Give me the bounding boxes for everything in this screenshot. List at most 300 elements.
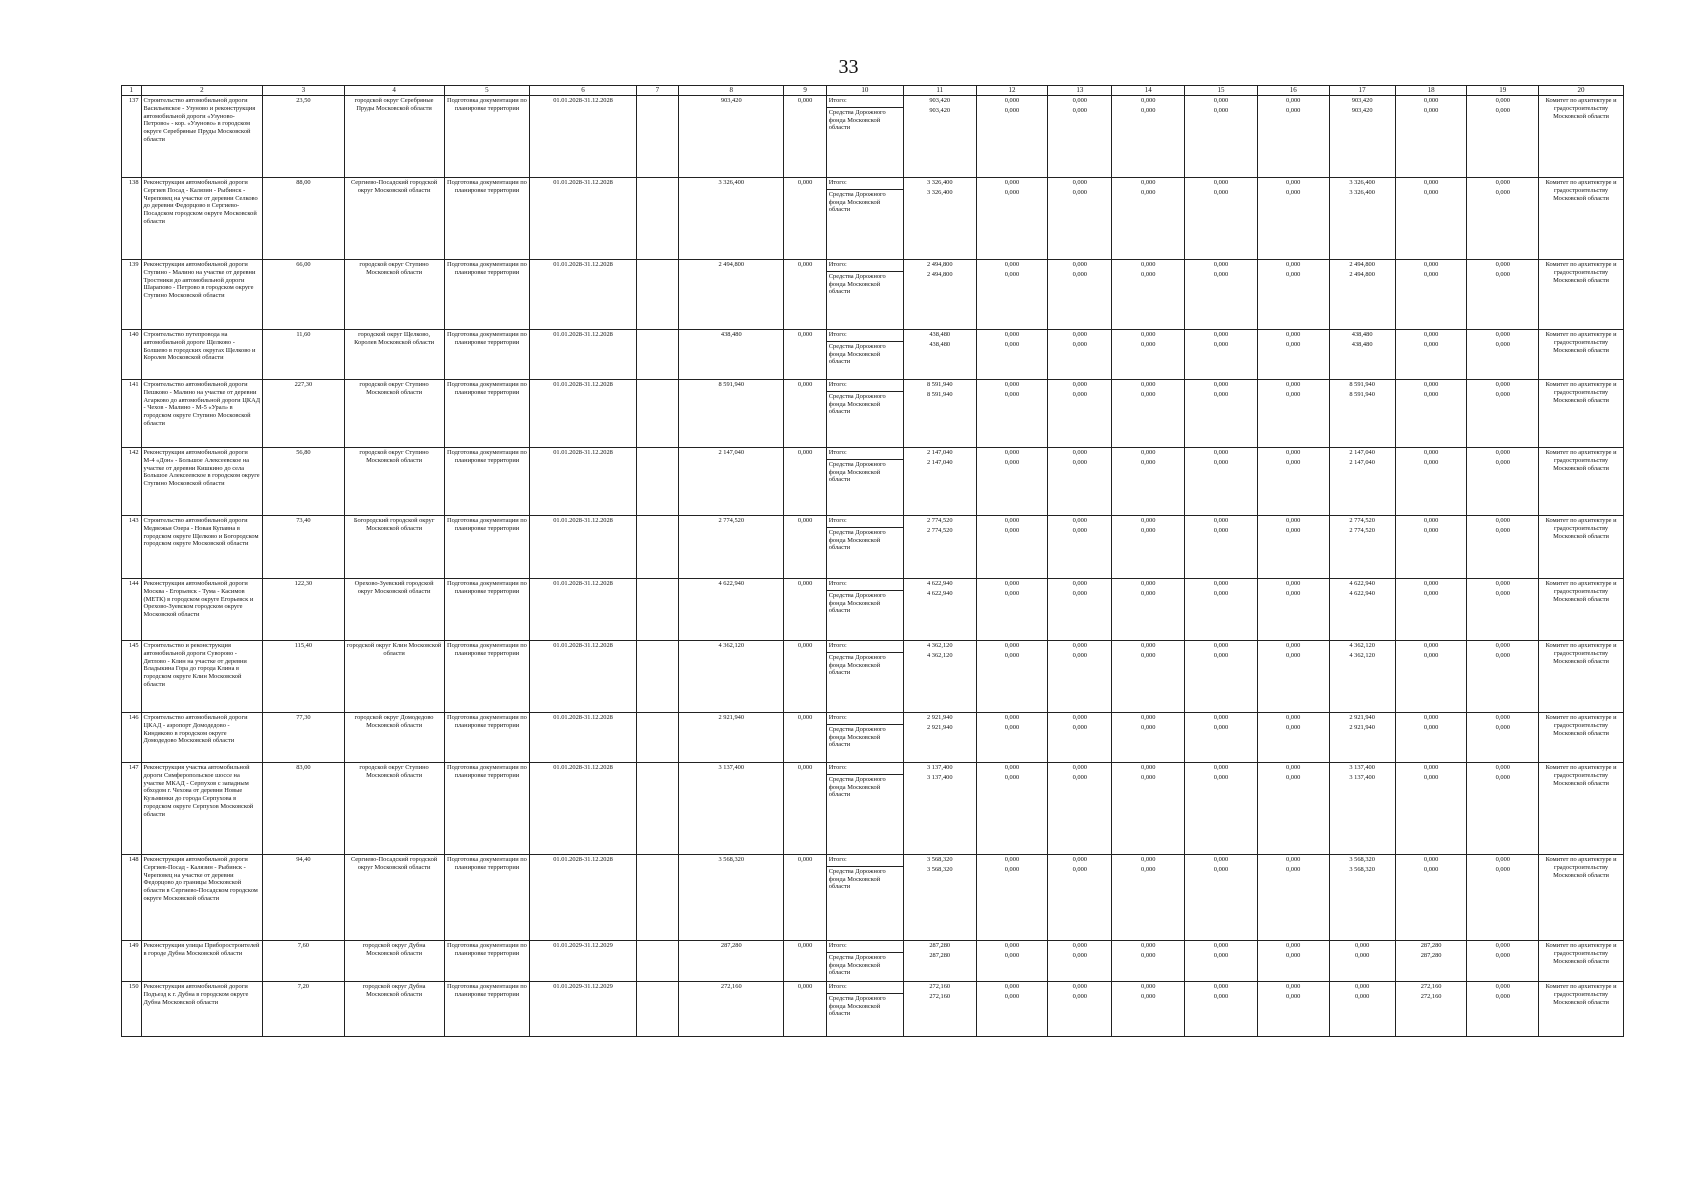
- work-stage: Подготовка документации по планировке территории: [444, 260, 530, 330]
- column-number: 4: [344, 86, 444, 96]
- column-number: 6: [530, 86, 636, 96]
- funded-before: 0,000: [784, 763, 826, 855]
- year-value: [1329, 178, 1395, 260]
- object-name: Строительство и реконструкция автомобильной дороги Суворово - Дятлово - Клин на участке от деревни Владыкина Гора до города Клина в городском округе Клин Московской области: [141, 641, 263, 713]
- year-source-value: 0,000: [1286, 458, 1301, 466]
- year-source-value: 0,000: [1423, 589, 1439, 597]
- period: 01.01.2028-31.12.2028: [530, 763, 636, 855]
- territory: городской округ Щелково, Королев Московской области: [344, 330, 444, 380]
- source-label: Средства Дорожного фонда Московской области: [827, 527, 903, 552]
- year-source-value: 0,000: [1286, 651, 1301, 659]
- year-source-value: 0,000: [1004, 526, 1020, 534]
- year-total: 0,000: [1423, 179, 1439, 186]
- year-total: 0,000: [1141, 764, 1156, 771]
- year-source-value: 903,420: [1351, 106, 1373, 114]
- column-number: 5: [444, 86, 530, 96]
- year-value: [1329, 855, 1395, 941]
- road-length: 66,00: [263, 260, 344, 330]
- itogo-label: Итого:: [828, 942, 847, 949]
- period: 01.01.2028-31.12.2028: [530, 713, 636, 763]
- year-source-value: 0,000: [1354, 992, 1370, 1000]
- row-number: 141: [122, 380, 142, 448]
- year-value: [1048, 178, 1112, 260]
- year-total: 2 494,800: [926, 261, 953, 268]
- year-value: [1185, 260, 1258, 330]
- year-total: 272,160: [929, 983, 951, 990]
- year-value: [1257, 516, 1329, 579]
- total-cost: 3 568,320: [679, 855, 784, 941]
- year-total: 0,000: [1354, 983, 1370, 990]
- year-source-value: 0,000: [1213, 773, 1229, 781]
- year-total: 0,000: [1072, 580, 1088, 587]
- year-source-value: 0,000: [1423, 106, 1439, 114]
- year-total: 0,000: [1286, 517, 1301, 524]
- itogo-label: Итого:: [828, 331, 847, 338]
- territory: городской округ Серебряные Пруды Московской области: [344, 96, 444, 178]
- funded-before: 0,000: [784, 178, 826, 260]
- year-total: 438,480: [929, 331, 951, 338]
- year-total: 0,000: [1004, 517, 1020, 524]
- itogo-label: Итого:: [828, 381, 847, 388]
- year-total: 8 591,940: [1349, 381, 1375, 388]
- year-source-value: 0,000: [1141, 589, 1156, 597]
- total-cost: 8 591,940: [679, 380, 784, 448]
- source-label: Средства Дорожного фонда Московской области: [827, 724, 903, 749]
- year-total: 903,420: [1351, 97, 1373, 104]
- year-value: [903, 641, 976, 713]
- year-value: [903, 763, 976, 855]
- territory: Орехово-Зуевский городской округ Московской области: [344, 579, 444, 641]
- empty-cell: [636, 982, 678, 1037]
- executor: Комитет по архитектуре и градостроительству Московской области: [1539, 516, 1624, 579]
- year-value: [1395, 178, 1467, 260]
- year-total: 0,000: [1495, 449, 1510, 456]
- period: 01.01.2028-31.12.2028: [530, 579, 636, 641]
- year-source-value: 0,000: [1423, 526, 1439, 534]
- road-length: 56,80: [263, 448, 344, 516]
- year-total: 0,000: [1004, 179, 1020, 186]
- year-value: [903, 579, 976, 641]
- funded-before: 0,000: [784, 641, 826, 713]
- year-source-value: 0,000: [1072, 723, 1088, 731]
- year-total: 2 494,800: [1349, 261, 1375, 268]
- year-source-value: 2 774,520: [926, 526, 953, 534]
- object-name: Реконструкция автомобильной дороги Москва - Егорьевск - Тума - Касимов (МЕТК) в городском округе Егорьевск и Орехово-Зуевском городском округе Московской области: [141, 579, 263, 641]
- year-source-value: 0,000: [1004, 865, 1020, 873]
- year-value: [1185, 855, 1258, 941]
- executor: Комитет по архитектуре и градостроительству Московской области: [1539, 96, 1624, 178]
- year-total: 0,000: [1286, 261, 1301, 268]
- funding-source: [826, 579, 903, 641]
- work-stage: Подготовка документации по планировке территории: [444, 178, 530, 260]
- year-total: 2 774,520: [1349, 517, 1375, 524]
- year-source-value: 0,000: [1072, 340, 1088, 348]
- year-value: [1329, 330, 1395, 380]
- source-label: Средства Дорожного фонда Московской области: [827, 391, 903, 416]
- period: 01.01.2029-31.12.2029: [530, 941, 636, 982]
- funding-source: [826, 855, 903, 941]
- year-source-value: 0,000: [1004, 992, 1020, 1000]
- year-value: [903, 448, 976, 516]
- year-source-value: 0,000: [1213, 865, 1229, 873]
- itogo-label: Итого:: [828, 261, 847, 268]
- year-source-value: 0,000: [1213, 340, 1229, 348]
- year-source-value: 0,000: [1004, 773, 1020, 781]
- year-source-value: 0,000: [1286, 723, 1301, 731]
- row-number: 147: [122, 763, 142, 855]
- year-value: [1257, 941, 1329, 982]
- funding-source: [826, 763, 903, 855]
- year-source-value: 0,000: [1141, 526, 1156, 534]
- year-source-value: 0,000: [1004, 651, 1020, 659]
- funded-before: 0,000: [784, 448, 826, 516]
- year-source-value: 0,000: [1495, 992, 1510, 1000]
- year-source-value: 0,000: [1495, 188, 1510, 196]
- year-total: 0,000: [1495, 331, 1510, 338]
- year-source-value: 3 326,400: [1349, 188, 1375, 196]
- table-row: [122, 178, 1624, 260]
- year-value: [903, 380, 976, 448]
- year-value: [1467, 941, 1539, 982]
- year-value: [976, 448, 1048, 516]
- year-value: [903, 855, 976, 941]
- year-value: [1395, 855, 1467, 941]
- year-source-value: 8 591,940: [1349, 390, 1375, 398]
- year-total: 0,000: [1004, 97, 1020, 104]
- year-value: [1467, 260, 1539, 330]
- row-number: 137: [122, 96, 142, 178]
- year-source-value: 0,000: [1354, 951, 1370, 959]
- year-source-value: 2 494,800: [926, 270, 953, 278]
- year-source-value: 8 591,940: [926, 390, 953, 398]
- funded-before: 0,000: [784, 713, 826, 763]
- year-value: [976, 855, 1048, 941]
- year-value: [1395, 713, 1467, 763]
- year-total: 2 147,040: [1349, 449, 1375, 456]
- year-total: 0,000: [1423, 856, 1439, 863]
- year-total: 0,000: [1423, 381, 1439, 388]
- total-cost: 3 137,400: [679, 763, 784, 855]
- funding-source: [826, 448, 903, 516]
- year-source-value: 272,160: [1420, 992, 1442, 1000]
- year-source-value: 0,000: [1213, 526, 1229, 534]
- year-total: 4 362,120: [926, 642, 953, 649]
- column-number: 9: [784, 86, 826, 96]
- year-source-value: 0,000: [1072, 188, 1088, 196]
- year-total: 0,000: [1423, 517, 1439, 524]
- executor: Комитет по архитектуре и градостроительству Московской области: [1539, 579, 1624, 641]
- year-value: [976, 763, 1048, 855]
- program-table: [121, 85, 1624, 1037]
- year-value: [1467, 516, 1539, 579]
- year-total: 0,000: [1072, 856, 1088, 863]
- year-source-value: 4 622,940: [1349, 589, 1375, 597]
- year-source-value: 0,000: [1004, 340, 1020, 348]
- year-total: 0,000: [1286, 983, 1301, 990]
- year-value: [1395, 641, 1467, 713]
- year-source-value: 0,000: [1495, 106, 1510, 114]
- year-source-value: 0,000: [1423, 773, 1439, 781]
- year-source-value: 0,000: [1141, 458, 1156, 466]
- road-length: 11,60: [263, 330, 344, 380]
- year-source-value: 0,000: [1213, 270, 1229, 278]
- total-cost: 438,480: [679, 330, 784, 380]
- year-source-value: 0,000: [1286, 188, 1301, 196]
- object-name: Реконструкция автомобильной дороги Сергиев Посад - Калязин - Рыбинск - Череповец на участке от деревни Селково до деревни Федорцово в Сергиево-Посадском городском округе Московской области: [141, 178, 263, 260]
- year-source-value: 0,000: [1286, 589, 1301, 597]
- year-source-value: 0,000: [1213, 390, 1229, 398]
- year-total: 0,000: [1286, 331, 1301, 338]
- road-length: 77,30: [263, 713, 344, 763]
- year-value: [1048, 713, 1112, 763]
- work-stage: Подготовка документации по планировке территории: [444, 713, 530, 763]
- year-total: 0,000: [1141, 179, 1156, 186]
- year-source-value: 3 568,320: [1349, 865, 1375, 873]
- funded-before: 0,000: [784, 96, 826, 178]
- year-value: [976, 96, 1048, 178]
- object-name: Реконструкция автомобильной дороги Ступино - Малино на участке от деревни Тростники до автомобильной дороги Шарапово - Петрово в городском округе Ступино Московской области: [141, 260, 263, 330]
- year-value: [1185, 641, 1258, 713]
- year-value: [1048, 641, 1112, 713]
- year-value: [1329, 982, 1395, 1037]
- object-name: Реконструкция автомобильной дороги Подъезд к г. Дубна в городском округе Дубна Московской области: [141, 982, 263, 1037]
- year-value: [1185, 941, 1258, 982]
- period: 01.01.2028-31.12.2028: [530, 516, 636, 579]
- year-source-value: 0,000: [1141, 188, 1156, 196]
- funding-source: [826, 516, 903, 579]
- year-value: [1185, 380, 1258, 448]
- work-stage: Подготовка документации по планировке территории: [444, 330, 530, 380]
- year-total: 0,000: [1213, 179, 1229, 186]
- column-number: 17: [1329, 86, 1395, 96]
- year-total: 0,000: [1213, 331, 1229, 338]
- year-value: [1395, 516, 1467, 579]
- source-label: Средства Дорожного фонда Московской области: [827, 993, 903, 1018]
- empty-cell: [636, 579, 678, 641]
- year-total: 0,000: [1286, 97, 1301, 104]
- year-source-value: 0,000: [1286, 340, 1301, 348]
- source-label: Средства Дорожного фонда Московской области: [827, 774, 903, 799]
- column-number: 2: [141, 86, 263, 96]
- year-value: [976, 380, 1048, 448]
- column-number: 11: [903, 86, 976, 96]
- year-value: [1395, 448, 1467, 516]
- year-total: 0,000: [1423, 331, 1439, 338]
- work-stage: Подготовка документации по планировке территории: [444, 941, 530, 982]
- row-number: 149: [122, 941, 142, 982]
- year-value: [1112, 260, 1185, 330]
- executor: Комитет по архитектуре и градостроительству Московской области: [1539, 855, 1624, 941]
- year-total: 0,000: [1072, 517, 1088, 524]
- column-number: 16: [1257, 86, 1329, 96]
- year-value: [1257, 330, 1329, 380]
- year-source-value: 0,000: [1004, 390, 1020, 398]
- year-value: [1185, 713, 1258, 763]
- empty-cell: [636, 713, 678, 763]
- object-name: Строительство путепровода на автомобильной дороге Щелково - Болшево в городских округах Щелково и Королев Московской области: [141, 330, 263, 380]
- page-number: 33: [838, 56, 859, 78]
- work-stage: Подготовка документации по планировке территории: [444, 96, 530, 178]
- year-value: [976, 641, 1048, 713]
- year-source-value: 0,000: [1286, 992, 1301, 1000]
- year-value: [1257, 763, 1329, 855]
- year-value: [1048, 330, 1112, 380]
- funded-before: 0,000: [784, 941, 826, 982]
- year-value: [903, 982, 976, 1037]
- itogo-label: Итого:: [828, 517, 847, 524]
- year-total: 0,000: [1141, 942, 1156, 949]
- work-stage: Подготовка документации по планировке территории: [444, 380, 530, 448]
- year-source-value: 0,000: [1495, 526, 1510, 534]
- itogo-label: Итого:: [828, 179, 847, 186]
- year-total: 287,280: [929, 942, 951, 949]
- year-total: 0,000: [1495, 381, 1510, 388]
- territory: Сергиево-Посадский городской округ Московской области: [344, 855, 444, 941]
- itogo-label: Итого:: [828, 642, 847, 649]
- year-total: 0,000: [1213, 983, 1229, 990]
- year-source-value: 0,000: [1495, 270, 1510, 278]
- row-number: 139: [122, 260, 142, 330]
- row-number: 148: [122, 855, 142, 941]
- year-value: [1329, 941, 1395, 982]
- row-number: 140: [122, 330, 142, 380]
- road-length: 83,00: [263, 763, 344, 855]
- total-cost: 2 921,940: [679, 713, 784, 763]
- year-total: 0,000: [1072, 983, 1088, 990]
- year-total: 3 137,400: [1349, 764, 1375, 771]
- year-total: 0,000: [1495, 580, 1510, 587]
- year-source-value: 0,000: [1072, 526, 1088, 534]
- year-value: [1257, 579, 1329, 641]
- year-source-value: 0,000: [1072, 106, 1088, 114]
- year-total: 2 147,040: [926, 449, 953, 456]
- source-label: Средства Дорожного фонда Московской области: [827, 341, 903, 366]
- territory: Сергиево-Посадский городской округ Московской области: [344, 178, 444, 260]
- year-total: 0,000: [1004, 764, 1020, 771]
- year-value: [1467, 330, 1539, 380]
- year-value: [1185, 96, 1258, 178]
- year-value: [1048, 982, 1112, 1037]
- year-total: 0,000: [1495, 764, 1510, 771]
- year-source-value: 0,000: [1213, 951, 1229, 959]
- year-source-value: 0,000: [1141, 340, 1156, 348]
- year-source-value: 0,000: [1072, 992, 1088, 1000]
- row-number: 142: [122, 448, 142, 516]
- column-number: 1: [122, 86, 142, 96]
- year-source-value: 438,480: [1351, 340, 1373, 348]
- year-value: [976, 579, 1048, 641]
- year-total: 4 622,940: [926, 580, 953, 587]
- year-source-value: 0,000: [1423, 270, 1439, 278]
- table-row: [122, 260, 1624, 330]
- period: 01.01.2029-31.12.2029: [530, 982, 636, 1037]
- year-total: 3 326,400: [926, 179, 953, 186]
- year-value: [1467, 178, 1539, 260]
- year-value: [976, 330, 1048, 380]
- year-value: [1467, 763, 1539, 855]
- year-source-value: 0,000: [1213, 589, 1229, 597]
- year-value: [1329, 763, 1395, 855]
- table-row: [122, 982, 1624, 1037]
- year-source-value: 0,000: [1286, 106, 1301, 114]
- year-source-value: 0,000: [1423, 723, 1439, 731]
- column-number: 13: [1048, 86, 1112, 96]
- year-value: [1048, 516, 1112, 579]
- source-label: Средства Дорожного фонда Московской области: [827, 107, 903, 132]
- column-number: 3: [263, 86, 344, 96]
- year-total: 0,000: [1213, 942, 1229, 949]
- territory: городской округ Ступино Московской области: [344, 260, 444, 330]
- year-total: 0,000: [1004, 449, 1020, 456]
- year-source-value: 0,000: [1213, 458, 1229, 466]
- year-source-value: 0,000: [1072, 270, 1088, 278]
- empty-cell: [636, 763, 678, 855]
- year-value: [1395, 330, 1467, 380]
- year-value: [1048, 96, 1112, 178]
- column-number: 15: [1185, 86, 1258, 96]
- year-value: [903, 330, 976, 380]
- table-row: [122, 641, 1624, 713]
- year-value: [1112, 713, 1185, 763]
- year-total: 0,000: [1423, 642, 1439, 649]
- work-stage: Подготовка документации по планировке территории: [444, 448, 530, 516]
- year-value: [1112, 330, 1185, 380]
- source-label: Средства Дорожного фонда Московской области: [827, 590, 903, 615]
- executor: Комитет по архитектуре и градостроительству Московской области: [1539, 330, 1624, 380]
- object-name: Строительство автомобильной дороги ЦКАД - аэропорт Домодедово - Киндяково в городском округе Домодедово Московской области: [141, 713, 263, 763]
- year-total: 3 568,320: [1349, 856, 1375, 863]
- work-stage: Подготовка документации по планировке территории: [444, 982, 530, 1037]
- itogo-label: Итого:: [828, 714, 847, 721]
- year-source-value: 3 137,400: [1349, 773, 1375, 781]
- funding-source: [826, 641, 903, 713]
- road-length: 94,40: [263, 855, 344, 941]
- territory: Богородский городской округ Московской области: [344, 516, 444, 579]
- year-total: 3 568,320: [926, 856, 953, 863]
- year-total: 0,000: [1141, 983, 1156, 990]
- year-value: [976, 260, 1048, 330]
- year-value: [1329, 516, 1395, 579]
- year-source-value: 0,000: [1495, 723, 1510, 731]
- table-row: [122, 713, 1624, 763]
- funding-source: [826, 260, 903, 330]
- year-value: [1048, 941, 1112, 982]
- year-total: 0,000: [1141, 856, 1156, 863]
- year-total: 0,000: [1004, 381, 1020, 388]
- table-row: [122, 380, 1624, 448]
- table-row: [122, 330, 1624, 380]
- year-value: [1112, 178, 1185, 260]
- year-value: [1329, 641, 1395, 713]
- year-source-value: 2 494,800: [1349, 270, 1375, 278]
- territory: городской округ Дубна Московской области: [344, 941, 444, 982]
- year-total: 0,000: [1141, 449, 1156, 456]
- year-total: 0,000: [1495, 714, 1510, 721]
- year-source-value: 2 774,520: [1349, 526, 1375, 534]
- period: 01.01.2028-31.12.2028: [530, 330, 636, 380]
- year-source-value: 0,000: [1072, 951, 1088, 959]
- year-total: 0,000: [1213, 764, 1229, 771]
- year-value: [1257, 855, 1329, 941]
- row-number: 146: [122, 713, 142, 763]
- total-cost: 903,420: [679, 96, 784, 178]
- year-total: 0,000: [1423, 449, 1439, 456]
- year-source-value: 4 622,940: [926, 589, 953, 597]
- funding-source: [826, 941, 903, 982]
- executor: Комитет по архитектуре и градостроительству Московской области: [1539, 713, 1624, 763]
- funded-before: 0,000: [784, 330, 826, 380]
- total-cost: 4 622,940: [679, 579, 784, 641]
